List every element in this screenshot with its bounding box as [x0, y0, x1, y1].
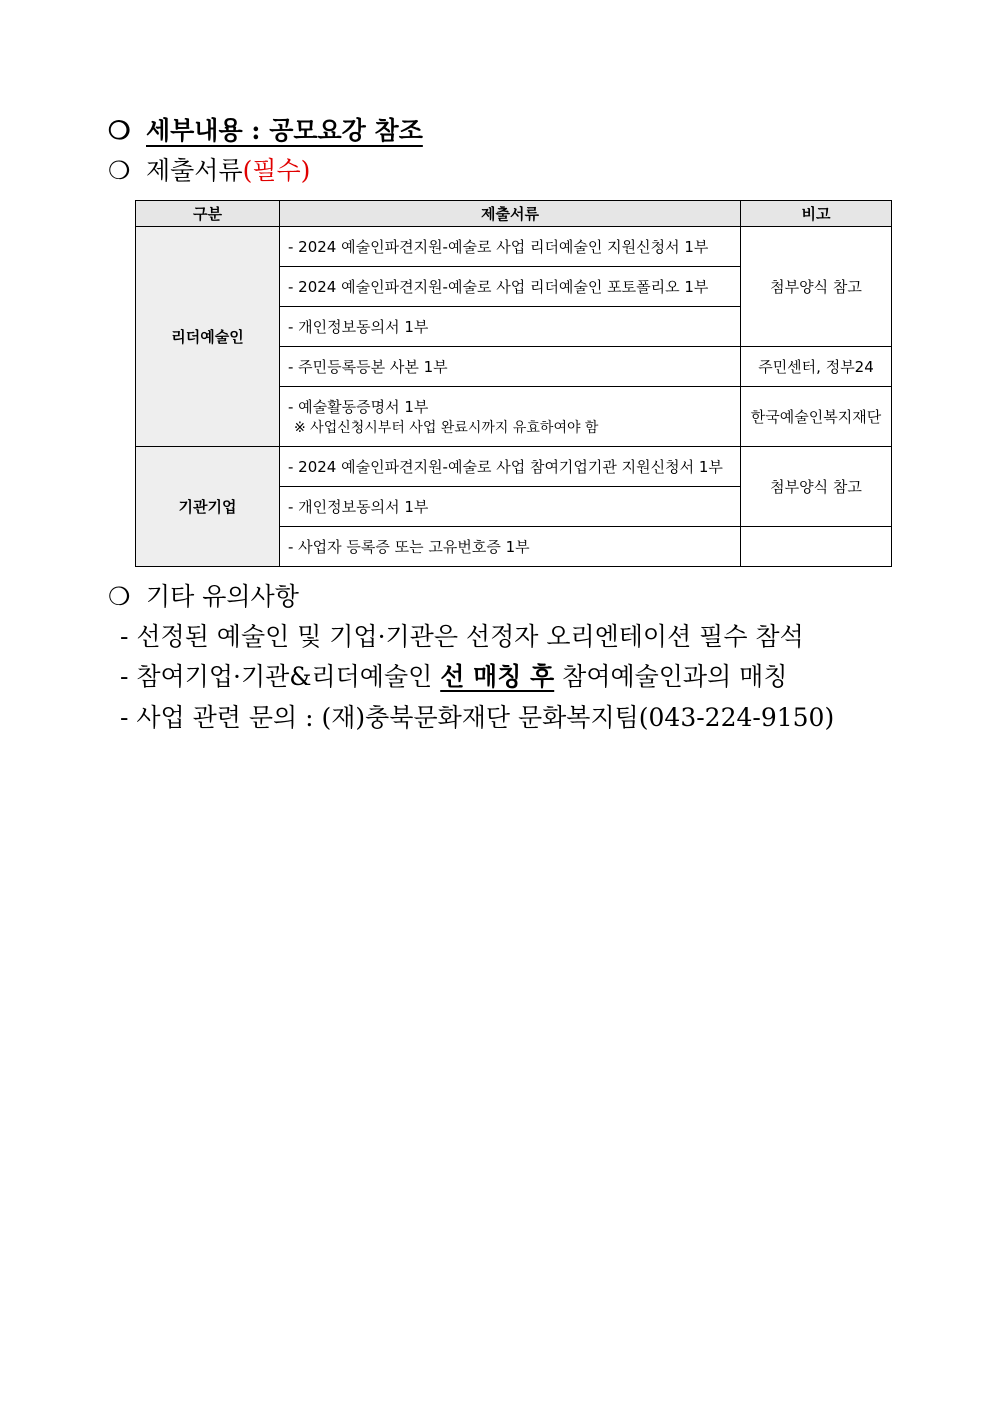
doc-cell: - 주민등록등본 사본 1부 [280, 347, 741, 387]
other-heading [108, 584, 299, 609]
doc-cell: - 개인정보동의서 1부 [280, 487, 741, 527]
note-line [120, 664, 787, 689]
doc-cell: - 2024 예술인파견지원-예술로 사업 리더예술인 포토폴리오 1부 [280, 267, 741, 307]
required-mark: (필수) [242, 156, 311, 185]
category-company: 기관기업 [136, 447, 280, 567]
note-cell: 한국예술인복지재단 [741, 387, 892, 447]
note-line: - 사업 관련 문의 : (재)충북문화재단 문화복지팀(043-224-9150) [120, 703, 835, 732]
circle-bullet-icon: ❍ [108, 156, 131, 185]
doc-cell: - 개인정보동의서 1부 [280, 307, 741, 347]
circle-bullet-icon: ❍ [108, 116, 131, 145]
table-header-row [136, 201, 892, 227]
documents-heading-text: 제출서류 [146, 156, 243, 185]
note-emphasis: 선 매칭 후 [440, 662, 555, 691]
documents-heading [108, 158, 310, 183]
details-heading-text: 세부내용 : 공모요강 참조 [146, 116, 423, 145]
note-cell [741, 527, 892, 567]
doc-cell: - 2024 예술인파견지원-예술로 사업 리더예술인 지원신청서 1부 [280, 227, 741, 267]
note-line-post: 참여예술인과의 매칭 [554, 662, 788, 691]
note-line-pre: - 참여기업·기관&리더예술인 [120, 662, 441, 691]
table-row [136, 447, 892, 487]
note-line: - 선정된 예술인 및 기업·기관은 선정자 오리엔테이션 필수 참석 [120, 622, 804, 651]
header-notes: 비고 [741, 201, 892, 227]
category-leader: 리더예술인 [136, 227, 280, 447]
header-category: 구분 [136, 201, 280, 227]
doc-cell [280, 387, 741, 447]
doc-sub-note: ※ 사업신청시부터 사업 완료시까지 유효하여야 함 [294, 420, 599, 436]
note-cell: 첨부양식 참고 [741, 447, 892, 527]
doc-cell: - 사업자 등록증 또는 고유번호증 1부 [280, 527, 741, 567]
other-heading-text: 기타 유의사항 [146, 582, 299, 611]
table-row [136, 227, 892, 267]
note-cell: 첨부양식 참고 [741, 227, 892, 347]
doc-cell: - 2024 예술인파견지원-예술로 사업 참여기업기관 지원신청서 1부 [280, 447, 741, 487]
details-heading [108, 118, 423, 143]
note-cell: 주민센터, 정부24 [741, 347, 892, 387]
doc-main-text: - 예술활동증명서 1부 [288, 398, 429, 416]
documents-table [135, 200, 892, 567]
circle-bullet-icon: ❍ [108, 582, 131, 611]
header-documents: 제출서류 [280, 201, 741, 227]
